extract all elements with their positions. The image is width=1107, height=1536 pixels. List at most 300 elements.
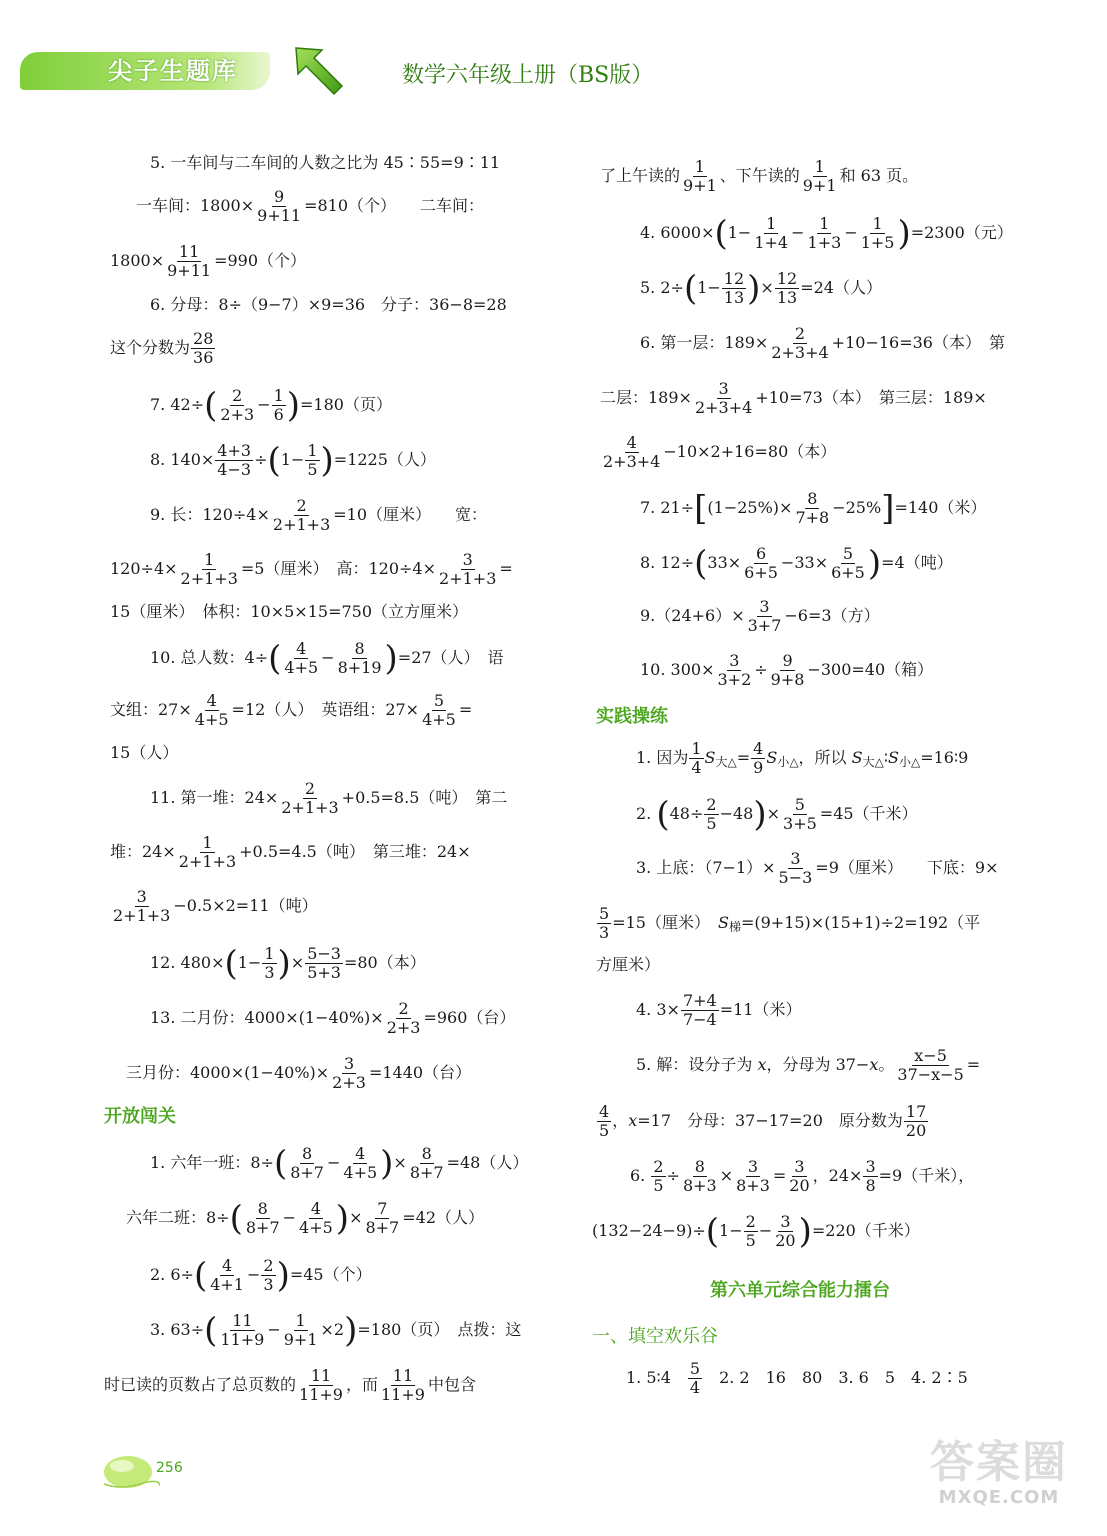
fraction xyxy=(282,640,320,677)
fraction-denominator: 11+9 xyxy=(299,1385,343,1404)
fraction xyxy=(244,1200,282,1237)
fraction xyxy=(688,1360,702,1397)
text-segment: 4. 6000× xyxy=(640,223,715,242)
text-line xyxy=(636,1047,980,1084)
text-segment: =11（米） xyxy=(719,1000,802,1019)
fraction-numerator: 3 xyxy=(780,1212,791,1231)
fraction-denominator: 3+7 xyxy=(747,616,782,635)
text-segment: (132−24−9)÷ xyxy=(592,1221,706,1240)
fraction-denominator: 4+5 xyxy=(343,1163,378,1182)
text-line xyxy=(110,834,471,871)
text-segment: =9（厘米） 下底：9× xyxy=(815,858,999,877)
fraction-denominator: 36 xyxy=(193,348,214,367)
text-segment: 8. 140× xyxy=(150,450,215,469)
text-line: (132−24−9)÷(1− $\frac{2}{5}$ − $\frac{3}{20}$ )=220（千米） xyxy=(592,1211,920,1252)
text-line: 6. 分母：8÷（9−7）×9=36 分子：36−8=28 xyxy=(150,295,507,314)
text-segment: =180（页） xyxy=(300,395,392,414)
text-segment: 2. 6÷ xyxy=(150,1265,194,1284)
fraction-denominator: 9+11 xyxy=(257,206,302,225)
bracket: ( xyxy=(705,1211,720,1252)
text-segment: × xyxy=(766,804,781,823)
fraction-numerator: 3 xyxy=(462,550,473,569)
text-line: 15（人） xyxy=(110,743,179,762)
text-segment: 1− xyxy=(727,223,752,242)
section-heading-fill: 一、填空欢乐谷 xyxy=(592,1326,718,1347)
fraction-numerator: 2 xyxy=(263,1256,274,1275)
text-segment: 6. xyxy=(630,1166,651,1185)
text-line xyxy=(640,325,1005,362)
fraction xyxy=(693,380,754,417)
fraction-numerator: 8 xyxy=(302,1144,313,1163)
text-segment: 小△ xyxy=(898,755,921,769)
fraction xyxy=(722,270,746,307)
bracket: ) xyxy=(320,440,334,481)
text-line xyxy=(600,380,987,417)
fraction-numerator: 4+3 xyxy=(217,441,252,460)
text-segment: 33× xyxy=(707,553,742,572)
text-segment: ∶ xyxy=(883,748,889,767)
text-segment: 2. 2 16 80 3. 6 5 4. 2∶5 xyxy=(703,1368,968,1387)
fraction-denominator: 2+3 xyxy=(220,405,255,424)
text-segment: =24（人） xyxy=(800,278,882,297)
fraction-denominator: 3+2 xyxy=(717,670,752,689)
fraction xyxy=(215,442,253,479)
fraction xyxy=(218,387,256,424)
text-segment: 1. 因为 xyxy=(636,748,689,767)
text-segment: 、下午读的 xyxy=(719,166,800,185)
fraction-numerator: 5 xyxy=(599,904,610,923)
fraction-numerator: 7+4 xyxy=(682,991,717,1010)
text-segment: 一车间：1800× xyxy=(136,196,255,215)
fraction xyxy=(651,1158,665,1195)
fraction xyxy=(689,740,703,777)
fraction xyxy=(165,243,213,280)
text-segment: 大△ xyxy=(862,755,884,769)
text-segment: 二层：189× xyxy=(600,388,692,407)
fraction xyxy=(379,1367,427,1404)
fraction xyxy=(597,905,611,942)
fraction-numerator: 1 xyxy=(872,214,883,233)
text-segment: 120÷4× xyxy=(110,559,178,578)
text-segment: ， xyxy=(612,1111,629,1130)
fraction xyxy=(297,1367,345,1404)
text-segment: −6=3（方） xyxy=(784,606,880,625)
fraction-denominator: 7−4 xyxy=(682,1010,717,1029)
fraction-denominator: 13 xyxy=(776,288,798,307)
text-segment: 7. 21÷ xyxy=(640,498,695,517)
text-line xyxy=(150,1000,515,1037)
fraction-numerator: 11 xyxy=(178,242,200,261)
text-segment: 时已读的页数占了总页数的 xyxy=(104,1375,297,1394)
fraction-denominator: 4−3 xyxy=(217,460,252,479)
fraction-numerator: 8 xyxy=(807,489,818,508)
text-segment: 12. 480× xyxy=(150,953,225,972)
text-line: 15（厘米） 体积：10×5×15=750（立方厘米） xyxy=(110,602,469,621)
bracket: ( xyxy=(267,440,281,481)
fraction-numerator: 3 xyxy=(718,379,729,398)
text-line xyxy=(150,497,487,534)
fraction-denominator: 2+3 xyxy=(332,1073,366,1092)
text-segment: =12（人） 英语组：27× xyxy=(231,700,420,719)
text-segment: =810（个） 二车间： xyxy=(304,196,485,215)
fraction xyxy=(681,1158,719,1195)
bracket: ( xyxy=(683,268,698,309)
fraction-numerator: 8 xyxy=(257,1199,268,1218)
text-segment: +10−16=36（本） 第 xyxy=(831,333,1005,352)
fraction-denominator: 8+7 xyxy=(409,1163,444,1182)
fraction xyxy=(271,497,332,534)
text-segment: 尖子生题库 xyxy=(108,57,238,85)
fraction-denominator: 2+1+3 xyxy=(439,569,497,588)
text-segment: 13. 二月份：4000×(1−40%)× xyxy=(150,1008,384,1027)
fraction xyxy=(261,1257,275,1294)
text-segment: =27（人） 语 xyxy=(397,648,504,667)
fraction-numerator: 3 xyxy=(790,849,801,868)
bracket: ] xyxy=(881,488,895,529)
fraction-numerator: 2 xyxy=(745,1212,756,1231)
fraction-numerator: 1 xyxy=(814,157,825,176)
fraction-denominator: 8+7 xyxy=(365,1218,400,1237)
fraction-denominator: 8+3 xyxy=(682,1176,717,1195)
text-line xyxy=(636,796,918,833)
fraction-denominator: 2+1+3 xyxy=(272,515,331,534)
fraction-numerator: 5 xyxy=(433,691,445,710)
text-segment: −25% xyxy=(832,498,882,517)
fraction-denominator: 11+9 xyxy=(220,1330,265,1349)
text-segment: −0.5×2=11（吨） xyxy=(173,896,318,915)
text-segment: = xyxy=(966,1055,981,1074)
fraction-numerator: 1 xyxy=(202,833,213,852)
fraction-numerator: 3 xyxy=(343,1054,355,1073)
text-segment: ，而 xyxy=(345,1375,378,1394)
fraction-denominator: 20 xyxy=(789,1176,810,1195)
text-line: 5. 一车间与二车间的人数之比为 45∶55=9∶11 xyxy=(150,153,501,172)
fraction-numerator: 2 xyxy=(706,795,717,814)
text-segment: 堆：24× xyxy=(110,842,176,861)
fraction-numerator: 17 xyxy=(905,1102,927,1121)
bracket: ( xyxy=(193,1255,208,1296)
text-line: 方厘米） xyxy=(596,955,661,974)
fraction-numerator: 3 xyxy=(747,1157,759,1176)
bracket: ) xyxy=(286,385,301,426)
fraction xyxy=(408,1145,446,1182)
fraction-numerator: 2 xyxy=(232,386,243,405)
bracket: ) xyxy=(384,638,398,679)
text-segment: 梯 xyxy=(728,920,741,934)
text-segment: =45（千米） xyxy=(819,804,918,823)
text-line xyxy=(136,188,484,225)
fraction xyxy=(829,545,867,582)
text-line xyxy=(636,992,801,1029)
text-segment: 和 63 页。 xyxy=(839,166,919,185)
text-segment: −300=40（箱） xyxy=(807,660,934,679)
fraction-denominator: 8+7 xyxy=(290,1163,324,1182)
text-segment: 5. 2÷ xyxy=(640,278,684,297)
text-segment: =15（厘米） xyxy=(612,913,718,932)
bracket: ) xyxy=(335,1198,350,1239)
fraction xyxy=(806,215,844,252)
fraction-denominator: 5 xyxy=(307,460,318,479)
text-segment: =4（吨） xyxy=(881,553,953,572)
fraction-numerator: 3 xyxy=(136,887,147,906)
text-segment: +0.5=8.5（吨） 第二 xyxy=(341,788,508,807)
fraction-numerator: 28 xyxy=(193,329,214,348)
section-heading-unit6: 第六单元综合能力擂台 xyxy=(710,1280,890,1301)
text-segment: 4. 3× xyxy=(636,1000,680,1019)
fraction-denominator: 5+3 xyxy=(307,963,341,982)
fraction-denominator: 8+3 xyxy=(736,1176,770,1195)
text-line xyxy=(640,652,933,689)
text-segment: ×2 xyxy=(320,1320,345,1339)
fraction xyxy=(781,796,819,833)
text-segment: × xyxy=(290,953,305,972)
fraction-numerator: 6 xyxy=(755,544,767,563)
fraction-numerator: 5 xyxy=(794,795,805,814)
fraction-numerator: 11 xyxy=(392,1366,414,1385)
fraction-numerator: 4 xyxy=(599,1102,610,1121)
fraction-denominator: 9+8 xyxy=(770,670,805,689)
fraction xyxy=(904,1103,928,1140)
watermark-logo: 答案圈 MXQE.COM xyxy=(930,1437,1068,1508)
text-line xyxy=(636,850,998,887)
text-segment: =(9+15)×(15+1)÷2=192（平 xyxy=(740,913,981,932)
fraction-denominator: 13 xyxy=(723,288,745,307)
text-segment: +10=73（本） 第三层：189× xyxy=(755,388,987,407)
text-segment: =140（米） xyxy=(894,498,987,517)
fraction-denominator: 20 xyxy=(775,1231,796,1250)
text-segment: = xyxy=(458,700,473,719)
fraction-denominator: 5 xyxy=(599,1121,610,1140)
fraction-denominator: 4+5 xyxy=(299,1218,333,1237)
text-segment: −48 xyxy=(719,804,754,823)
text-segment: =1440（台） xyxy=(368,1063,472,1082)
text-line xyxy=(110,330,216,367)
fraction xyxy=(305,442,319,479)
fraction xyxy=(751,740,765,777)
fraction-numerator: 2 xyxy=(296,496,307,515)
text-segment: 1− xyxy=(237,953,262,972)
fraction-denominator: 3 xyxy=(264,963,275,982)
section-heading-practice: 实践操练 xyxy=(596,706,668,727)
fraction-denominator: 2+1+3 xyxy=(178,852,237,871)
text-segment: =9（千米）， xyxy=(878,1166,975,1185)
text-segment: =17 分母：37−17=20 原分数为 xyxy=(637,1111,903,1130)
fraction xyxy=(193,692,231,729)
fraction-denominator: 9+1 xyxy=(683,176,717,195)
text-segment: =960（台） xyxy=(423,1008,516,1027)
text-segment: =80（本） xyxy=(343,953,426,972)
bracket: ( xyxy=(273,1143,288,1184)
text-segment: S xyxy=(717,913,729,932)
fraction-denominator: 8+19 xyxy=(337,658,382,677)
fraction-denominator: 6+5 xyxy=(831,563,865,582)
text-segment: = xyxy=(736,748,751,767)
text-segment: 3. 上底：（7−1）× xyxy=(636,858,776,877)
fraction xyxy=(895,1047,965,1084)
fraction-numerator: 5 xyxy=(689,1359,701,1378)
arrow-icon xyxy=(292,42,348,98)
fraction-numerator: 5 xyxy=(842,544,854,563)
fraction-denominator: 2+1+3 xyxy=(113,906,171,925)
fraction-numerator: 2 xyxy=(304,779,316,798)
fraction xyxy=(420,692,458,729)
text-segment: 中包含 xyxy=(427,1375,476,1394)
text-segment: =180（页） 点拨：这 xyxy=(357,1320,522,1339)
text-segment: 6. 第一层：189× xyxy=(640,333,769,352)
text-line xyxy=(640,270,882,307)
text-line xyxy=(126,1055,471,1092)
fraction-numerator: 3 xyxy=(729,651,740,670)
text-line xyxy=(150,945,426,982)
bracket: ( xyxy=(268,638,282,679)
fraction-numerator: 5−3 xyxy=(307,944,341,963)
fraction-denominator: 2+3+4 xyxy=(694,398,753,417)
text-segment: =45（个） xyxy=(289,1265,372,1284)
fraction-numerator: 8 xyxy=(354,639,365,658)
text-line xyxy=(630,1158,974,1195)
text-segment: =990（个） xyxy=(214,251,307,270)
text-segment: × xyxy=(719,1166,734,1185)
text-segment: 1. 六年一班：8÷ xyxy=(150,1153,274,1172)
fraction xyxy=(437,551,498,588)
header-title: 数学六年级上册（BS版） xyxy=(402,63,654,88)
fraction xyxy=(601,434,662,471)
text-segment: 。 xyxy=(878,1055,895,1074)
text-segment: 5. 解：设分子为 xyxy=(636,1055,758,1074)
fraction xyxy=(769,652,807,689)
text-segment: 大△ xyxy=(715,755,737,769)
text-line xyxy=(150,780,507,817)
text-segment: 1− xyxy=(697,278,721,297)
text-segment: −10×2+16=80（本） xyxy=(663,442,837,461)
fraction xyxy=(704,796,718,833)
fraction-numerator: 2 xyxy=(398,999,409,1018)
text-line: 2. 6÷( $\frac{4}{4+1}$ − $\frac{2}{3}$ )=45（个） xyxy=(150,1255,372,1296)
text-segment: x xyxy=(757,1055,767,1074)
text-segment: =42（人） xyxy=(402,1208,485,1227)
text-line: 3. 63÷( $\frac{11}{11+9}$ − $\frac{1}{9+1}$ ×2)=180（页） 点拨：这 xyxy=(150,1310,522,1351)
bracket: ( xyxy=(694,543,708,584)
fraction xyxy=(330,1055,368,1092)
fraction xyxy=(773,1213,797,1250)
fraction-denominator: 4+5 xyxy=(284,658,319,677)
fraction-denominator: 6+5 xyxy=(744,563,778,582)
text-segment: ，24× xyxy=(812,1166,863,1185)
fraction-denominator: 4+1 xyxy=(210,1275,244,1294)
text-segment: 三月份：4000×(1−40%)× xyxy=(126,1063,330,1082)
text-line xyxy=(640,545,953,582)
fraction-denominator: 3+5 xyxy=(783,814,817,833)
fraction-numerator: 3 xyxy=(794,1157,805,1176)
fraction-numerator: 1 xyxy=(819,214,830,233)
fraction-denominator: 5−3 xyxy=(778,868,813,887)
bracket: ) xyxy=(897,213,911,254)
fraction-denominator: 2+1+3 xyxy=(180,569,238,588)
fraction xyxy=(752,215,790,252)
text-segment: ，所以 xyxy=(798,748,852,767)
fraction-denominator: 2+1+3 xyxy=(281,798,339,817)
fraction-denominator: 37−x−5 xyxy=(897,1065,964,1084)
fraction-numerator: 12 xyxy=(776,269,798,288)
text-segment: 1. 5∶4 xyxy=(626,1368,687,1387)
text-segment: × xyxy=(393,1153,407,1172)
fraction xyxy=(191,330,215,367)
fraction-numerator: 3 xyxy=(759,597,770,616)
text-segment: (1−25%)× xyxy=(707,498,793,517)
fraction xyxy=(255,188,303,225)
text-segment: 了上午读的 xyxy=(600,166,681,185)
fraction-denominator: 1+4 xyxy=(754,233,789,252)
text-segment: 8. 12÷ xyxy=(640,553,695,572)
text-line xyxy=(600,434,836,471)
text-segment: 10. 300× xyxy=(640,660,715,679)
fraction xyxy=(336,640,384,677)
brand-banner xyxy=(20,52,270,90)
text-segment: S xyxy=(888,748,899,767)
text-segment: ÷ xyxy=(254,450,268,469)
text-segment: 小△ xyxy=(777,755,799,769)
fraction-numerator: 4 xyxy=(310,1199,321,1218)
fraction xyxy=(801,158,839,195)
fraction-denominator: 5 xyxy=(706,814,717,833)
fraction-numerator: 1 xyxy=(766,214,777,233)
fraction xyxy=(305,945,343,982)
fraction-numerator: 2 xyxy=(794,324,806,343)
fraction-denominator: 1+5 xyxy=(860,233,895,252)
fraction xyxy=(863,1158,877,1195)
text-line xyxy=(640,598,880,635)
text-line xyxy=(600,158,918,195)
fraction-denominator: 5 xyxy=(653,1176,664,1195)
fraction xyxy=(341,1145,379,1182)
fraction xyxy=(272,387,286,424)
fraction xyxy=(279,780,340,817)
fraction xyxy=(177,834,238,871)
bracket: ( xyxy=(204,1310,218,1351)
fraction-denominator: 2+3+4 xyxy=(771,343,829,362)
fraction xyxy=(262,945,276,982)
text-segment: =2300（元） xyxy=(910,223,1013,242)
fraction-denominator: 9+1 xyxy=(802,176,837,195)
fraction xyxy=(111,888,172,925)
fraction-denominator: 11+9 xyxy=(380,1385,425,1404)
fraction-numerator: 11 xyxy=(310,1366,332,1385)
fraction-numerator: 1 xyxy=(307,441,318,460)
text-segment: 9.（24+6）× xyxy=(640,606,745,625)
text-segment: =16∶9 xyxy=(920,748,969,767)
fraction-denominator: 6 xyxy=(273,405,284,424)
text-line xyxy=(626,1360,968,1397)
text-segment: =1225（人） xyxy=(333,450,436,469)
fraction xyxy=(775,270,799,307)
fraction xyxy=(859,215,897,252)
text-segment: −33× xyxy=(780,553,829,572)
bracket: ( xyxy=(224,943,238,984)
text-segment: ÷ xyxy=(754,660,768,679)
fraction-numerator: 1 xyxy=(264,944,275,963)
fraction-numerator: 4 xyxy=(626,433,637,452)
text-segment: 六年二班：8÷ xyxy=(126,1208,230,1227)
text-segment: =10（厘米） 宽： xyxy=(333,505,488,524)
fraction xyxy=(742,545,780,582)
bracket: ( xyxy=(714,213,728,254)
page-number: 256 xyxy=(156,1460,183,1476)
fraction xyxy=(681,158,719,195)
text-segment: x xyxy=(869,1055,879,1074)
fraction-numerator: 2 xyxy=(653,1157,664,1176)
fraction-numerator: 9 xyxy=(274,187,285,206)
text-segment: S xyxy=(704,748,716,767)
